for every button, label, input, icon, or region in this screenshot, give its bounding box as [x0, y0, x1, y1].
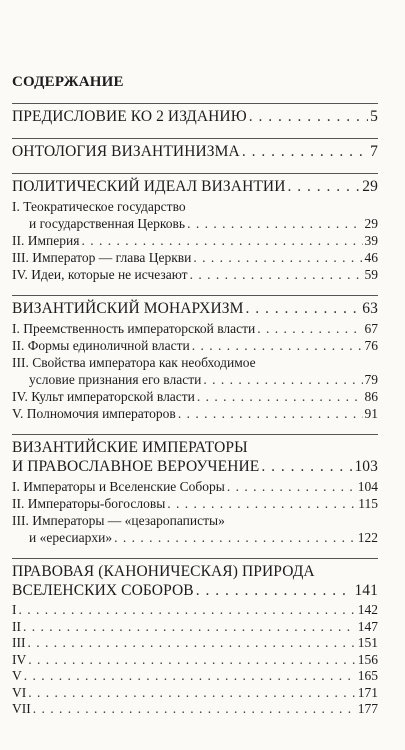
dot-leader: [81, 232, 362, 249]
dot-leader: [242, 142, 368, 161]
dot-leader: [178, 405, 363, 422]
toc-subentry-label: VI: [12, 684, 27, 700]
toc-subentry-page: 67: [364, 321, 378, 336]
toc-subentry[interactable]: [12, 371, 378, 388]
toc-subentry-label: IV. Культ императорской власти: [12, 389, 195, 404]
dot-leader: [197, 388, 363, 405]
toc-subentry-page: 156: [357, 651, 378, 667]
toc-subentry-page: 115: [358, 496, 378, 511]
toc-subentry[interactable]: [12, 388, 378, 405]
toc-subentry-line1[interactable]: I. Теократическое государство: [12, 199, 186, 214]
toc-entry-page: 103: [354, 458, 378, 475]
toc-subentry[interactable]: [12, 602, 378, 619]
toc-subentry[interactable]: [12, 652, 378, 669]
toc-subentry-page: 147: [357, 618, 378, 634]
toc-subentry-label: I: [12, 602, 17, 617]
toc-entry[interactable]: [12, 581, 378, 600]
subsection-list: [12, 602, 378, 718]
toc-subentry-page: 122: [357, 530, 378, 545]
toc-subentry[interactable]: [12, 249, 378, 266]
page-title: СОДЕРЖАНИЕ: [12, 74, 124, 90]
toc-subentry[interactable]: [12, 619, 378, 636]
toc-subentry-label: IV. Идеи, которые не исчезают: [12, 267, 188, 282]
toc-subentry-page: 177: [357, 701, 378, 716]
toc-entry-label: И ПРАВОСЛАВНОЕ ВЕРОУЧЕНИЕ: [12, 458, 260, 475]
toc-subentry-page: 104: [357, 479, 378, 494]
toc-entry-label: ВСЕЛЕНСКИХ СОБОРОВ: [12, 582, 194, 599]
toc-subentry-page: 46: [364, 250, 378, 265]
toc-subentry-line1[interactable]: III. Императоры — «цезаропаписты»: [12, 513, 225, 528]
dot-leader: [28, 652, 356, 669]
dot-leader: [246, 299, 361, 318]
section-ontology: [12, 138, 378, 161]
toc-subentry-line1[interactable]: III. Свойства императора как необходимое: [12, 355, 256, 370]
toc-subentry[interactable]: [12, 635, 378, 652]
toc-entry-page: 7: [370, 143, 378, 160]
toc-subentry[interactable]: [12, 685, 378, 702]
toc-subentry-page: 171: [357, 684, 378, 700]
toc-subentry[interactable]: [12, 478, 378, 495]
toc-subentry-label: I. Преемственность императорской власти: [12, 321, 256, 336]
subsection-list: [12, 198, 378, 283]
toc-subentry-page: 151: [357, 635, 378, 650]
toc-subentry[interactable]: [12, 337, 378, 354]
toc-subentry[interactable]: [12, 495, 378, 512]
toc-entry-page: 29: [362, 178, 378, 195]
dot-leader: [288, 177, 361, 196]
toc-entry-line1[interactable]: ВИЗАНТИЙСКИЕ ИМПЕРАТОРЫ: [12, 439, 248, 456]
dot-leader: [203, 371, 362, 388]
dot-leader: [167, 495, 356, 512]
toc-entry-page: 63: [362, 300, 378, 317]
toc-subentry-page: 79: [364, 372, 378, 387]
toc-entry[interactable]: [12, 299, 378, 318]
toc-entry[interactable]: [12, 177, 378, 196]
toc-entry[interactable]: [12, 142, 378, 161]
toc-subentry-label: II: [12, 618, 21, 634]
toc-subentry-page: 29: [364, 216, 378, 231]
table-of-contents: [12, 74, 378, 730]
toc-subentry-page: 59: [364, 267, 378, 282]
dot-leader: [24, 668, 356, 685]
toc-entry-page: 141: [354, 582, 378, 599]
toc-subentry-label: III. Император — глава Церкви: [12, 250, 192, 265]
toc-entry-label: ПОЛИТИЧЕСКИЙ ИДЕАЛ ВИЗАНТИИ: [12, 178, 286, 195]
toc-subentry-page: 76: [364, 338, 378, 353]
dot-leader: [33, 701, 356, 718]
dot-leader: [257, 320, 362, 337]
toc-subentry-page: 91: [364, 406, 378, 421]
toc-subentry-label: II. Императоры-богословы: [12, 496, 166, 511]
toc-subentry-label: II. Формы единоличной власти: [12, 338, 190, 353]
toc-subentry-label: III: [12, 635, 26, 650]
toc-subentry-label: II. Империя: [12, 233, 80, 248]
toc-subentry[interactable]: [12, 405, 378, 422]
toc-subentry-label: и государственная Церковь: [29, 216, 186, 231]
dot-leader: [190, 266, 363, 283]
toc-subentry-label: и «ересиархи»: [29, 530, 113, 545]
toc-subentry[interactable]: [12, 215, 378, 232]
toc-entry[interactable]: [12, 107, 378, 126]
dot-leader: [114, 529, 356, 546]
toc-subentry-page: 142: [357, 602, 378, 617]
toc-subentry-label: I. Императоры и Вселенские Соборы: [12, 479, 225, 494]
toc-subentry[interactable]: [12, 529, 378, 546]
toc-entry-page: 5: [370, 108, 378, 125]
dot-leader: [23, 619, 356, 636]
dot-leader: [261, 457, 352, 476]
section-councils: [12, 558, 378, 718]
toc-entry[interactable]: [12, 457, 378, 476]
toc-subentry-label: V. Полномочия императоров: [12, 406, 176, 421]
dot-leader: [227, 478, 356, 495]
toc-subentry-page: 86: [364, 389, 378, 404]
toc-subentry[interactable]: [12, 701, 378, 718]
toc-subentry-label: VII: [12, 701, 31, 716]
toc-entry-label: ВИЗАНТИЙСКИЙ МОНАРХИЗМ: [12, 300, 244, 317]
section-political: [12, 173, 378, 283]
dot-leader: [28, 635, 356, 652]
toc-entry-label: ПРЕДИСЛОВИЕ КО 2 ИЗДАНИЮ: [12, 108, 247, 125]
dot-leader: [19, 602, 356, 619]
toc-subentry[interactable]: [12, 266, 378, 283]
dot-leader: [28, 685, 356, 702]
toc-subentry[interactable]: [12, 320, 378, 337]
toc-entry-line1[interactable]: ПРАВОВАЯ (КАНОНИЧЕСКАЯ) ПРИРОДА: [12, 563, 315, 580]
section-emperors: [12, 434, 378, 546]
toc-subentry-page: 39: [364, 233, 378, 248]
toc-entry-label: ОНТОЛОГИЯ ВИЗАНТИНИЗМА: [12, 143, 240, 160]
toc-subentry-page: 165: [357, 668, 378, 683]
toc-subentry[interactable]: [12, 668, 378, 685]
dot-leader: [192, 337, 363, 354]
toc-subentry-label: IV: [12, 651, 27, 667]
toc-subentry-label: V: [12, 668, 22, 683]
dot-leader: [196, 581, 353, 600]
toc-subentry-label: условие признания его власти: [29, 372, 202, 387]
dot-leader: [193, 249, 362, 266]
section-monarchism: [12, 295, 378, 422]
toc-subentry[interactable]: [12, 232, 378, 249]
dot-leader: [249, 107, 368, 126]
subsection-list: [12, 320, 378, 422]
dot-leader: [187, 215, 362, 232]
section-preface: [12, 103, 378, 126]
subsection-list: [12, 478, 378, 546]
